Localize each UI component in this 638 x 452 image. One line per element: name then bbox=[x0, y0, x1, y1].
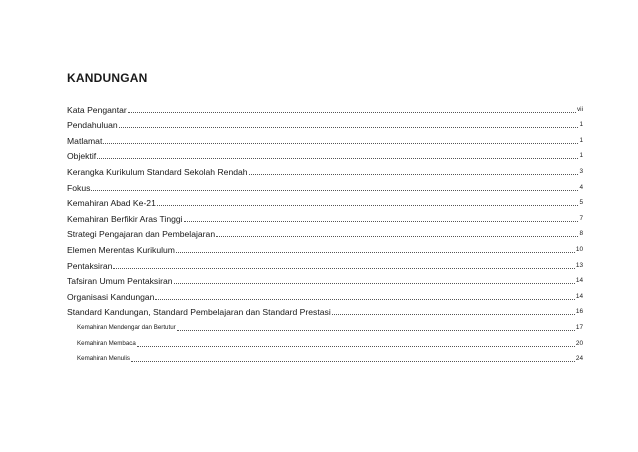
toc-entry-page-number: 1 bbox=[579, 121, 583, 129]
toc-entry-label: Kerangka Kurikulum Standard Sekolah Rendah bbox=[67, 166, 248, 177]
toc-entry[interactable] bbox=[67, 208, 583, 224]
toc-entry[interactable] bbox=[67, 193, 583, 209]
toc-entry-label: Strategi Pengajaran dan Pembelajaran bbox=[67, 229, 216, 240]
toc-entry-label: Standard Kandungan, Standard Pembelajaran dan Standard Prestasi bbox=[67, 307, 331, 318]
toc-entry[interactable] bbox=[67, 239, 583, 255]
dot-leader bbox=[249, 173, 579, 175]
toc-entry[interactable] bbox=[67, 177, 583, 193]
dot-leader bbox=[177, 329, 575, 331]
toc-entry-label: Pentaksiran bbox=[67, 260, 113, 271]
toc-entry[interactable] bbox=[67, 161, 583, 177]
dot-leader bbox=[91, 189, 578, 191]
toc-entry-page-number: 4 bbox=[579, 183, 583, 191]
toc-entry-page-number: 10 bbox=[575, 245, 583, 253]
dot-leader bbox=[216, 235, 578, 237]
toc-entry-page-number: 8 bbox=[579, 230, 583, 238]
dot-leader bbox=[332, 313, 575, 315]
toc-entry-page-number: 7 bbox=[579, 214, 583, 222]
toc-entry[interactable] bbox=[67, 333, 583, 349]
toc-entry-label: Kemahiran Berfikir Aras Tinggi bbox=[67, 213, 183, 224]
toc-entry-label: Kata Pengantar bbox=[67, 104, 127, 115]
dot-leader bbox=[137, 345, 575, 347]
toc-entry-label: Fokus bbox=[67, 182, 91, 193]
toc-entry-page-number: 13 bbox=[575, 261, 583, 269]
toc-entry-label: Tafsiran Umum Pentaksiran bbox=[67, 276, 173, 287]
toc-entry-label: Elemen Merentas Kurikulum bbox=[67, 244, 175, 255]
toc-entry[interactable] bbox=[67, 130, 583, 146]
dot-leader bbox=[113, 267, 575, 269]
toc-entry[interactable] bbox=[67, 271, 583, 287]
toc-heading: KANDUNGAN bbox=[67, 71, 148, 85]
dot-leader bbox=[128, 111, 576, 113]
dot-leader bbox=[174, 282, 575, 284]
dot-leader bbox=[103, 142, 578, 144]
toc-entry-page-number: 16 bbox=[575, 308, 583, 316]
toc-entry-page-number: vii bbox=[576, 105, 583, 113]
toc-entry-page-number: 5 bbox=[579, 199, 583, 207]
toc-entry-page-number: 17 bbox=[575, 323, 583, 331]
dot-leader bbox=[131, 360, 575, 362]
toc-entry-label: Kemahiran Menulis bbox=[77, 355, 130, 363]
toc-entry-page-number: 14 bbox=[575, 292, 583, 300]
toc-entry-label: Pendahuluan bbox=[67, 120, 118, 131]
dot-leader bbox=[184, 220, 579, 222]
toc-entry[interactable] bbox=[67, 349, 583, 365]
toc-entry-page-number: 14 bbox=[575, 277, 583, 285]
toc-entry[interactable] bbox=[67, 224, 583, 240]
toc-entry-page-number: 1 bbox=[579, 136, 583, 144]
toc-entry-label: Kemahiran Abad Ke-21 bbox=[67, 198, 156, 209]
toc-entry-label: Kemahiran Mendengar dan Bertutur bbox=[77, 323, 176, 331]
dot-leader bbox=[176, 251, 575, 253]
table-of-contents bbox=[67, 99, 583, 364]
toc-entry-label: Kemahiran Membaca bbox=[77, 339, 136, 347]
toc-entry[interactable] bbox=[67, 146, 583, 162]
toc-entry-label: Matlamat bbox=[67, 135, 103, 146]
toc-entry[interactable] bbox=[67, 286, 583, 302]
toc-entry-page-number: 20 bbox=[575, 339, 583, 347]
toc-entry[interactable] bbox=[67, 99, 583, 115]
toc-entry[interactable] bbox=[67, 255, 583, 271]
dot-leader bbox=[97, 157, 578, 159]
toc-entry[interactable] bbox=[67, 115, 583, 131]
dot-leader bbox=[119, 126, 579, 128]
toc-entry-page-number: 1 bbox=[579, 152, 583, 160]
toc-entry-page-number: 3 bbox=[579, 167, 583, 175]
toc-entry[interactable] bbox=[67, 302, 583, 318]
toc-entry-page-number: 24 bbox=[575, 355, 583, 363]
toc-entry[interactable] bbox=[67, 317, 583, 333]
dot-leader bbox=[157, 204, 579, 206]
toc-entry-label: Objektif bbox=[67, 151, 97, 162]
toc-entry-label: Organisasi Kandungan bbox=[67, 291, 155, 302]
dot-leader bbox=[155, 298, 574, 300]
